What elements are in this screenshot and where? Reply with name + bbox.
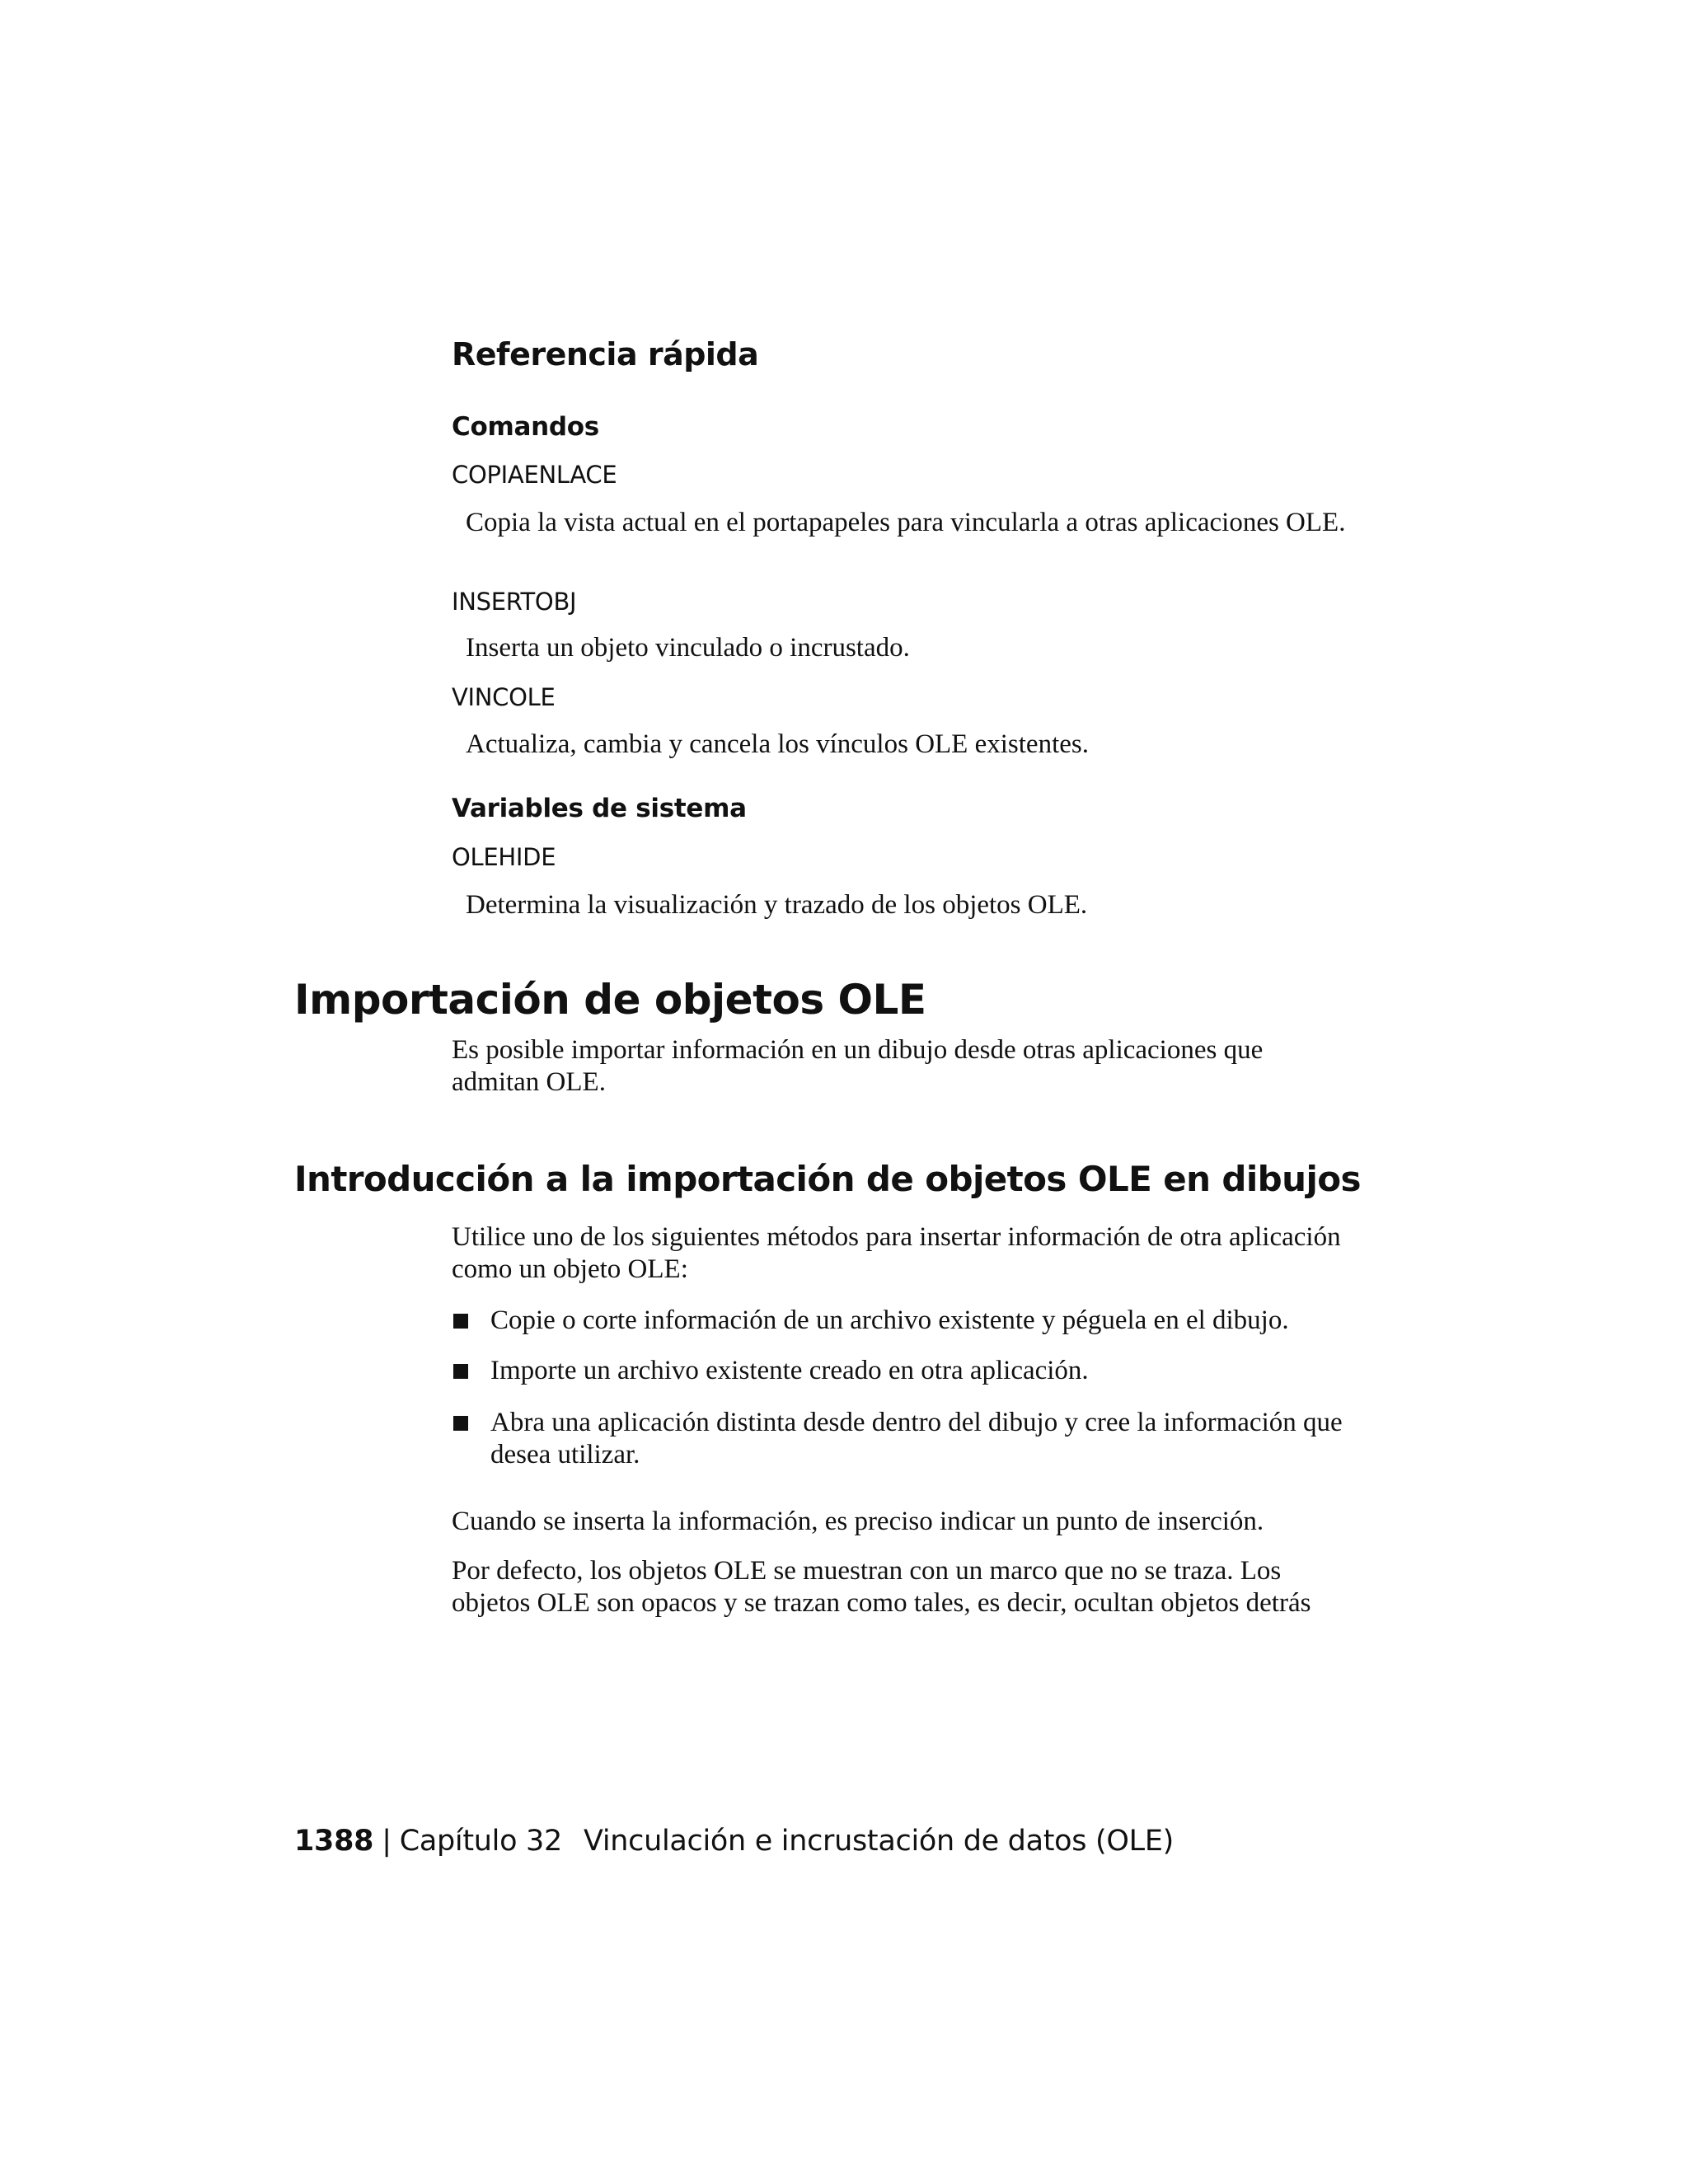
page-footer: [294, 1825, 1174, 1858]
list-item-text: Abra una aplicación distinta desde dentro del dibujo y cree la información que desea utilizar.: [490, 1408, 1343, 1469]
chapter-label: Capítulo 32: [399, 1825, 562, 1858]
command-description: Copia la vista actual en el portapapeles para vincularla a otras aplicaciones OLE.: [466, 508, 1346, 537]
list-item-text: Copie o corte información de un archivo existente y péguela en el dibujo.: [490, 1305, 1289, 1335]
list-item-text: Importe un archivo existente creado en otra aplicación.: [490, 1356, 1089, 1385]
commands-heading: Comandos: [452, 412, 599, 442]
chapter-title: Vinculación e incrustación de datos (OLE): [583, 1825, 1175, 1858]
command-name: VINCOLE: [452, 683, 556, 711]
body-paragraph: Cuando se inserta la información, es preciso indicar un punto de inserción.: [452, 1507, 1264, 1536]
command-description: Actualiza, cambia y cancela los vínculos OLE existentes.: [466, 729, 1089, 759]
square-bullet-icon: [453, 1416, 468, 1431]
command-description: Inserta un objeto vinculado o incrustado.: [466, 633, 910, 663]
body-paragraph: Por defecto, los objetos OLE se muestran con un marco que no se traza. Los objetos OLE son opacos y se trazan como tales, es decir, ocultan objetos detrás: [452, 1556, 1311, 1618]
square-bullet-icon: [453, 1364, 468, 1379]
subsection-intro: Utilice uno de los siguientes métodos para insertar información de otra aplicación como un objeto OLE:: [452, 1222, 1341, 1284]
footer-separator: |: [382, 1825, 392, 1858]
section-intro: Es posible importar información en un dibujo desde otras aplicaciones que admitan OLE.: [452, 1035, 1264, 1097]
section-heading: Importación de objetos OLE: [294, 976, 926, 1024]
page-number: 1388: [294, 1825, 374, 1858]
system-variable-name: OLEHIDE: [452, 843, 556, 871]
command-name: INSERTOBJ: [452, 588, 577, 616]
square-bullet-icon: [453, 1314, 468, 1329]
system-variables-heading: Variables de sistema: [452, 794, 747, 823]
system-variable-description: Determina la visualización y trazado de los objetos OLE.: [466, 890, 1088, 920]
quick-reference-title: Referencia rápida: [452, 336, 759, 373]
command-name: COPIAENLACE: [452, 461, 617, 489]
subsection-heading: Introducción a la importación de objetos OLE en dibujos: [294, 1159, 1361, 1199]
